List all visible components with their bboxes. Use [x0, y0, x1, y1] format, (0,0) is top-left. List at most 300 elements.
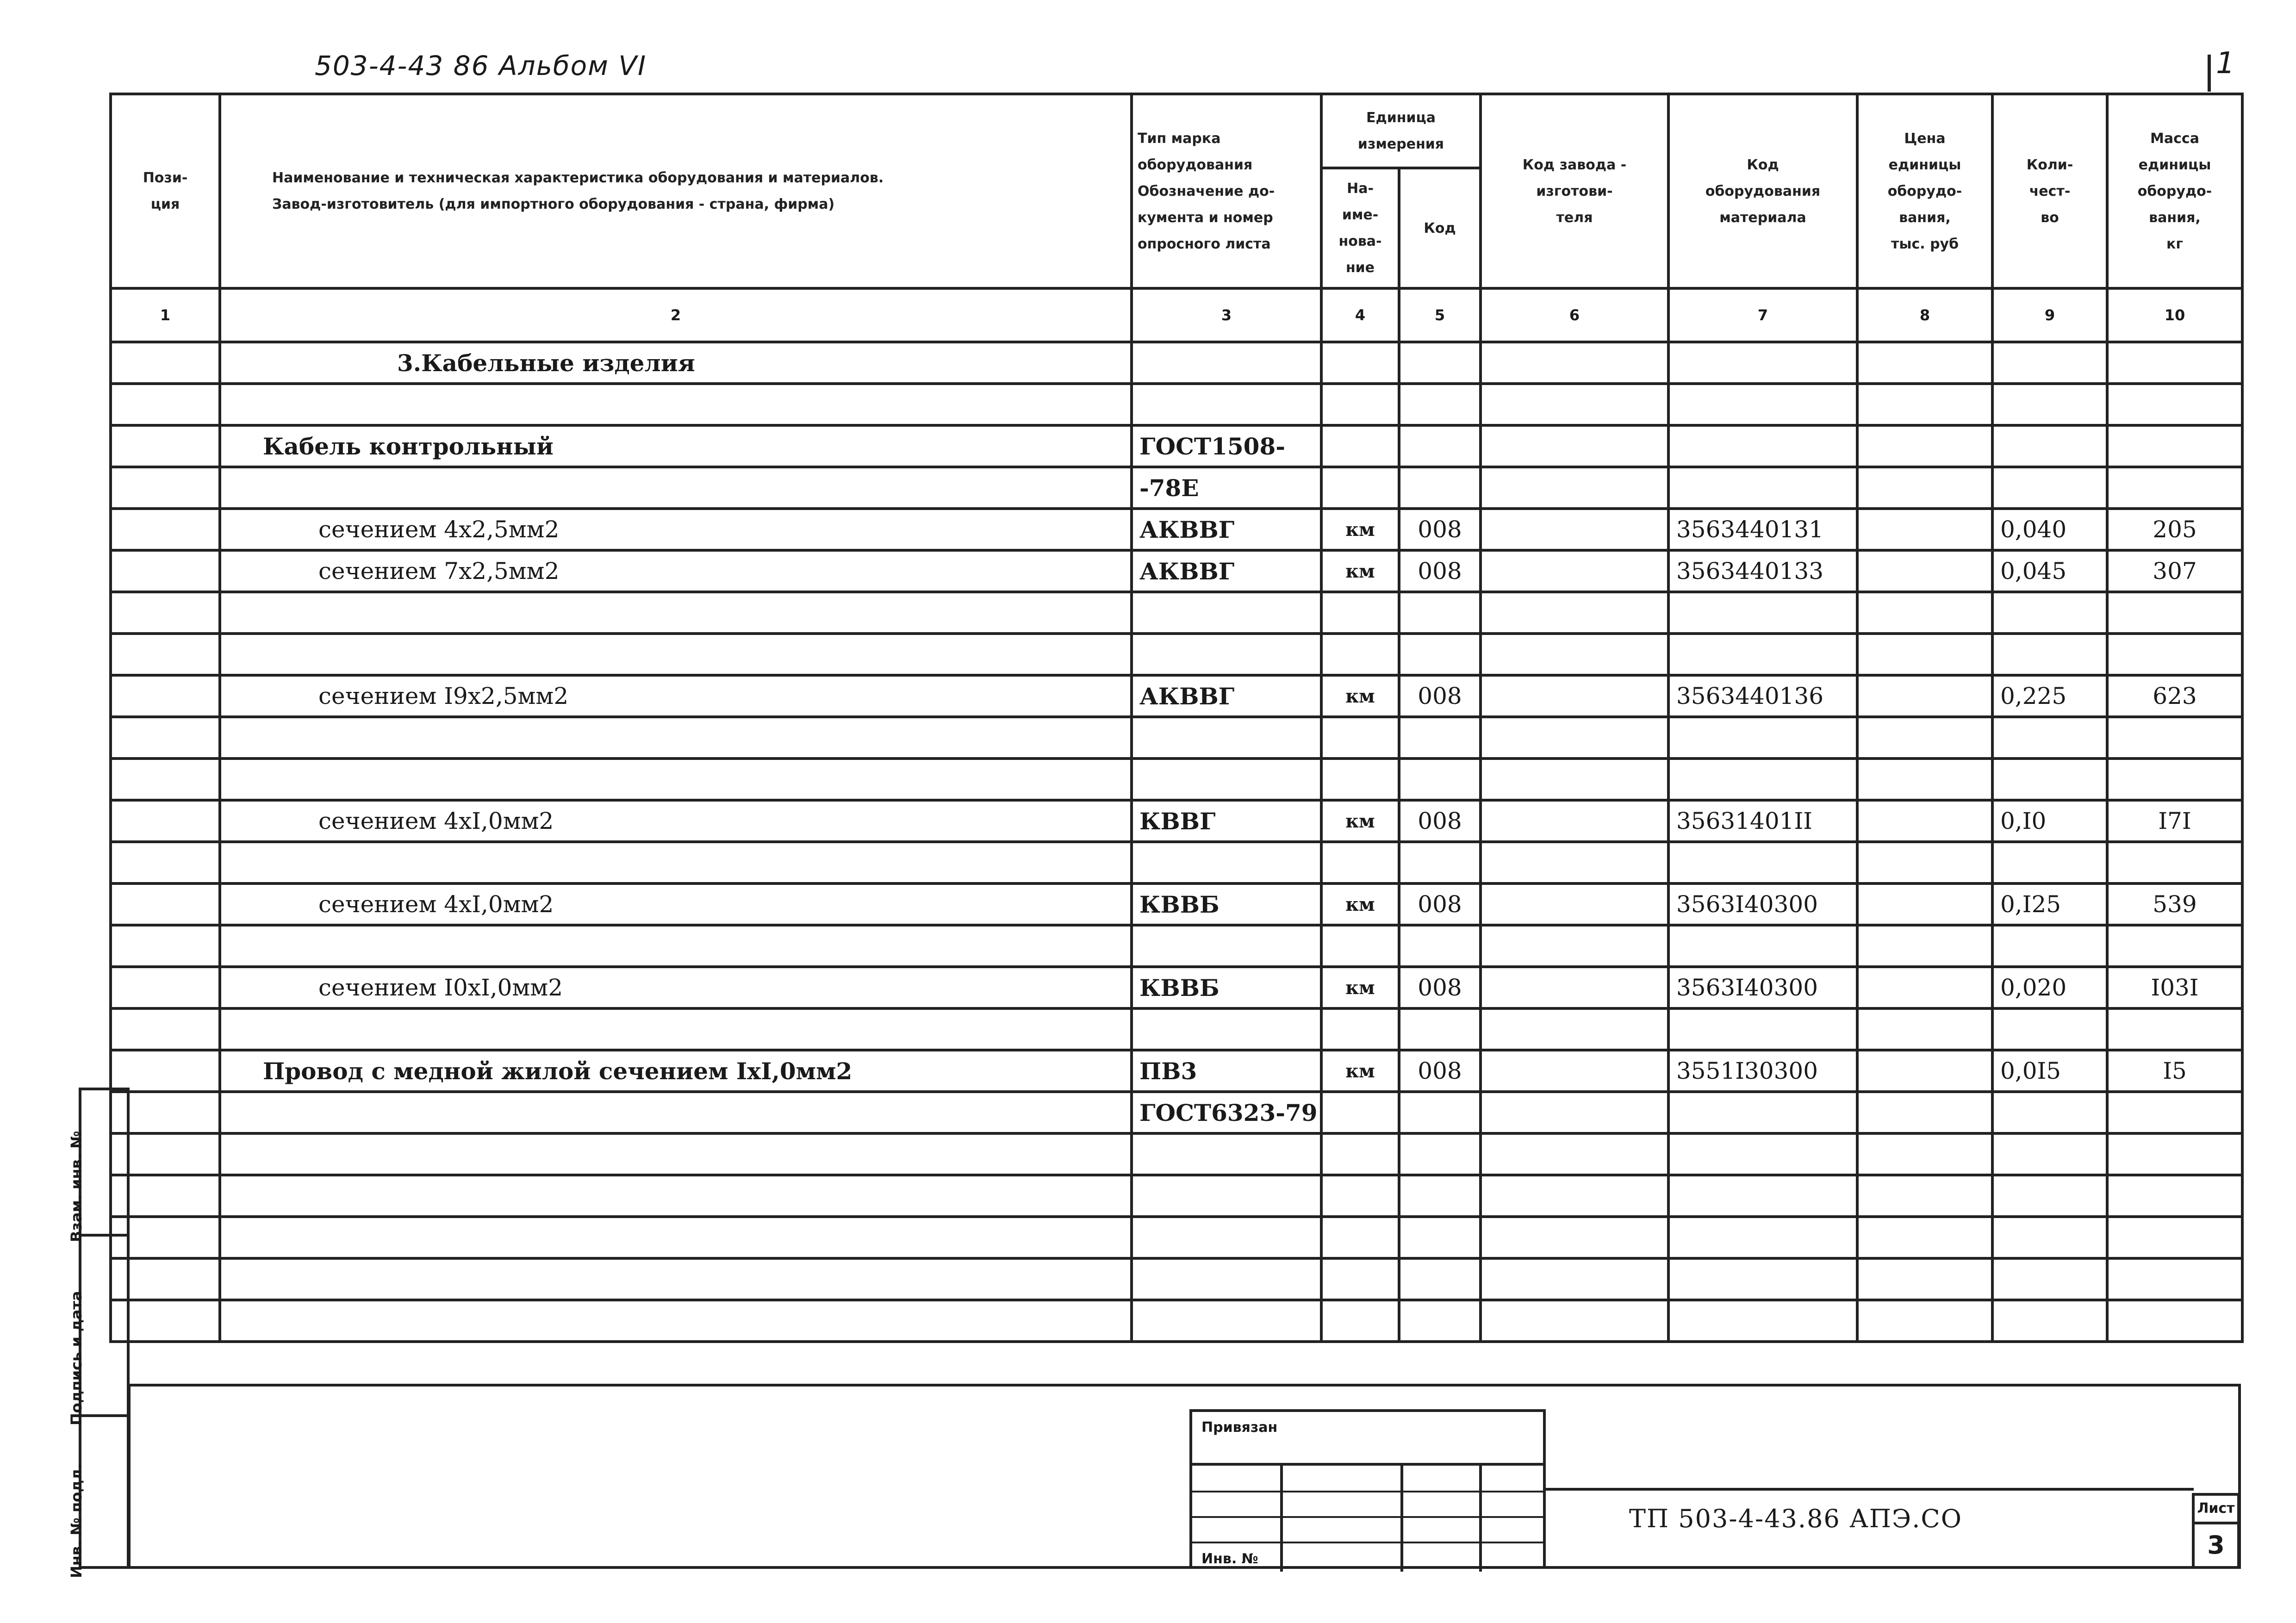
cell-mass: 307	[2107, 550, 2242, 592]
cell-matcode	[1668, 634, 1857, 675]
cell-factory	[1481, 550, 1668, 592]
cell-type: АКВВГ	[1132, 509, 1321, 550]
cell-ucode	[1399, 342, 1481, 384]
cell-name: Провод с медной жилой сечением IхI,0мм2	[220, 1050, 1132, 1092]
cell-price	[1857, 1092, 1992, 1133]
cell-ucode: 008	[1399, 1050, 1481, 1092]
cell-ucode	[1399, 1092, 1481, 1133]
table-row	[111, 717, 2242, 759]
cell-mass	[2107, 342, 2242, 384]
cell-unit: км	[1321, 550, 1399, 592]
cell-name	[220, 842, 1132, 883]
cell-name	[220, 759, 1132, 800]
corner-mark: 1	[2216, 46, 2235, 81]
cell-pos	[111, 800, 220, 842]
table-row	[111, 1050, 2242, 1092]
cell-qty	[1992, 1175, 2107, 1217]
cell-ucode	[1399, 1008, 1481, 1050]
table-row	[111, 1175, 2242, 1217]
col-header-unit-name: На- име- нова- ние	[1321, 168, 1399, 288]
cell-pos	[111, 592, 220, 634]
cell-pos	[111, 842, 220, 883]
cell-price	[1857, 1217, 1992, 1258]
cell-factory	[1481, 342, 1668, 384]
cell-name: сечением 4хI,0мм2	[220, 800, 1132, 842]
col-num: 10	[2107, 288, 2242, 342]
table-row	[111, 759, 2242, 800]
cell-price	[1857, 634, 1992, 675]
cell-type	[1132, 1175, 1321, 1217]
sheet-label: Лист	[2195, 1496, 2237, 1524]
side-label-sign-date: Подпись и дата	[68, 1291, 85, 1425]
cell-price	[1857, 883, 1992, 925]
cell-matcode: 3563440136	[1668, 675, 1857, 717]
cell-price	[1857, 842, 1992, 883]
cell-mass: 623	[2107, 675, 2242, 717]
cell-matcode: 3551I30300	[1668, 1050, 1857, 1092]
cell-type: ГОСТ6323-79	[1132, 1092, 1321, 1133]
cell-unit	[1321, 759, 1399, 800]
cell-mass	[2107, 759, 2242, 800]
cell-type: АКВВГ	[1132, 550, 1321, 592]
cell-unit	[1321, 1092, 1399, 1133]
cell-mass	[2107, 1258, 2242, 1300]
cell-matcode	[1668, 425, 1857, 467]
cell-pos	[111, 550, 220, 592]
cell-mass: I7I	[2107, 800, 2242, 842]
cell-price	[1857, 425, 1992, 467]
cell-matcode: 35631401II	[1668, 800, 1857, 842]
cell-factory	[1481, 800, 1668, 842]
cell-unit	[1321, 467, 1399, 509]
cell-pos	[111, 759, 220, 800]
cell-name	[220, 925, 1132, 967]
cell-pos	[111, 717, 220, 759]
cell-unit	[1321, 925, 1399, 967]
side-cell-inv-orig	[68, 1414, 127, 1578]
cell-qty: 0,040	[1992, 509, 2107, 550]
col-header-name: Наименование и техническая характеристика оборудования и материалов. Завод-изготовитель (для импортного оборудования - страна, фирма)	[220, 94, 1132, 288]
table-row	[111, 467, 2242, 509]
cell-type	[1132, 1133, 1321, 1175]
cell-name	[220, 1300, 1132, 1342]
cell-pos	[111, 634, 220, 675]
cell-price	[1857, 1133, 1992, 1175]
table-row	[111, 342, 2242, 384]
cell-qty	[1992, 467, 2107, 509]
cell-type: ПВ3	[1132, 1050, 1321, 1092]
cell-matcode	[1668, 1133, 1857, 1175]
cell-ucode	[1399, 467, 1481, 509]
cell-matcode	[1668, 1175, 1857, 1217]
cell-ucode	[1399, 1133, 1481, 1175]
cell-matcode	[1668, 467, 1857, 509]
cell-factory	[1481, 925, 1668, 967]
cell-factory	[1481, 1092, 1668, 1133]
specification-table	[109, 93, 2244, 1343]
cell-qty: 0,045	[1992, 550, 2107, 592]
cell-matcode	[1668, 342, 1857, 384]
cell-pos	[111, 925, 220, 967]
cell-mass	[2107, 1217, 2242, 1258]
cell-mass	[2107, 634, 2242, 675]
col-num: 7	[1668, 288, 1857, 342]
cell-price	[1857, 1008, 1992, 1050]
cell-mass	[2107, 717, 2242, 759]
cell-matcode	[1668, 1092, 1857, 1133]
cell-ucode	[1399, 842, 1481, 883]
cell-pos	[111, 467, 220, 509]
cell-factory	[1481, 1258, 1668, 1300]
cell-ucode	[1399, 759, 1481, 800]
approval-block	[1189, 1409, 1546, 1569]
cell-qty	[1992, 1008, 2107, 1050]
cell-qty: 0,225	[1992, 675, 2107, 717]
cell-type: КВВБ	[1132, 967, 1321, 1008]
cell-ucode	[1399, 425, 1481, 467]
cell-mass: I5	[2107, 1050, 2242, 1092]
approved-label: Привязан	[1201, 1419, 1278, 1436]
side-cell-replace-inv	[68, 1090, 127, 1242]
cell-factory	[1481, 592, 1668, 634]
cell-pos	[111, 967, 220, 1008]
cell-price	[1857, 550, 1992, 592]
cell-ucode	[1399, 1217, 1481, 1258]
cell-type	[1132, 842, 1321, 883]
side-stamp	[68, 1088, 130, 1578]
col-header-type: Тип марка оборудования Обозначение до- кумента и номер опросного листа	[1132, 94, 1321, 288]
col-num: 5	[1399, 288, 1481, 342]
cell-name	[220, 1217, 1132, 1258]
cell-factory	[1481, 509, 1668, 550]
col-header-price: Цена единицы оборудо- вания, тыс. руб	[1857, 94, 1992, 288]
table-row	[111, 925, 2242, 967]
col-num: 8	[1857, 288, 1992, 342]
cell-unit: км	[1321, 509, 1399, 550]
col-header-position: Пози- ция	[111, 94, 220, 288]
cell-qty	[1992, 717, 2107, 759]
cell-mass	[2107, 1300, 2242, 1342]
cell-unit: км	[1321, 800, 1399, 842]
cell-type: КВВБ	[1132, 883, 1321, 925]
side-label-inv-orig: Инв. № подл.	[68, 1463, 85, 1578]
cell-matcode: 3563440131	[1668, 509, 1857, 550]
cell-factory	[1481, 425, 1668, 467]
cell-price	[1857, 1258, 1992, 1300]
cell-name	[220, 634, 1132, 675]
cell-unit: км	[1321, 675, 1399, 717]
cell-unit	[1321, 1133, 1399, 1175]
cell-qty	[1992, 1217, 2107, 1258]
col-num: 2	[220, 288, 1132, 342]
cell-qty	[1992, 1300, 2107, 1342]
table-row	[111, 634, 2242, 675]
cell-name: Кабель контрольный	[220, 425, 1132, 467]
cell-factory	[1481, 1008, 1668, 1050]
cell-unit: км	[1321, 967, 1399, 1008]
cell-unit	[1321, 1258, 1399, 1300]
cell-unit	[1321, 384, 1399, 425]
cell-name	[220, 467, 1132, 509]
cell-mass	[2107, 425, 2242, 467]
side-cell-sign-date	[68, 1234, 127, 1425]
cell-ucode: 008	[1399, 883, 1481, 925]
cell-matcode	[1668, 592, 1857, 634]
cell-unit	[1321, 634, 1399, 675]
col-header-unit-code: Код	[1399, 168, 1481, 288]
cell-qty: 0,I0	[1992, 800, 2107, 842]
cell-qty: 0,0I5	[1992, 1050, 2107, 1092]
cell-matcode	[1668, 1008, 1857, 1050]
cell-matcode	[1668, 925, 1857, 967]
col-header-factory-code: Код завода - изготови- теля	[1481, 94, 1668, 288]
table-row	[111, 675, 2242, 717]
cell-matcode	[1668, 1300, 1857, 1342]
cell-qty	[1992, 925, 2107, 967]
cell-qty	[1992, 425, 2107, 467]
cell-factory	[1481, 1133, 1668, 1175]
cell-type: АКВВГ	[1132, 675, 1321, 717]
cell-type: -78Е	[1132, 467, 1321, 509]
cell-pos	[111, 384, 220, 425]
cell-unit	[1321, 592, 1399, 634]
cell-matcode	[1668, 384, 1857, 425]
cell-type	[1132, 384, 1321, 425]
cell-matcode: 3563440133	[1668, 550, 1857, 592]
cell-factory	[1481, 634, 1668, 675]
cell-qty	[1992, 342, 2107, 384]
table-row	[111, 1133, 2242, 1175]
cell-factory	[1481, 1050, 1668, 1092]
cell-pos	[111, 675, 220, 717]
cell-price	[1857, 509, 1992, 550]
cell-factory	[1481, 675, 1668, 717]
title-block-divider	[1546, 1488, 2194, 1491]
col-num: 9	[1992, 288, 2107, 342]
cell-qty	[1992, 842, 2107, 883]
cell-factory	[1481, 883, 1668, 925]
table-row	[111, 842, 2242, 883]
cell-qty	[1992, 592, 2107, 634]
cell-type	[1132, 342, 1321, 384]
cell-name	[220, 1258, 1132, 1300]
cell-unit: км	[1321, 1050, 1399, 1092]
cell-price	[1857, 384, 1992, 425]
cell-ucode	[1399, 1300, 1481, 1342]
col-header-unit-group: Единица измерения	[1321, 94, 1481, 168]
cell-pos	[111, 425, 220, 467]
cell-matcode	[1668, 759, 1857, 800]
cell-mass: 539	[2107, 883, 2242, 925]
cell-ucode	[1399, 1258, 1481, 1300]
cell-type	[1132, 925, 1321, 967]
cell-mass	[2107, 1175, 2242, 1217]
table-row	[111, 967, 2242, 1008]
cell-qty	[1992, 1133, 2107, 1175]
cell-mass	[2107, 1133, 2242, 1175]
cell-matcode: 3563I40300	[1668, 883, 1857, 925]
cell-factory	[1481, 467, 1668, 509]
table-row	[111, 1258, 2242, 1300]
cell-factory	[1481, 1217, 1668, 1258]
cell-price	[1857, 967, 1992, 1008]
table-row	[111, 550, 2242, 592]
col-header-material-code: Код оборудования материала	[1668, 94, 1857, 288]
cell-type	[1132, 1217, 1321, 1258]
cell-factory	[1481, 759, 1668, 800]
cell-name	[220, 1175, 1132, 1217]
cell-price	[1857, 1175, 1992, 1217]
title-block-frame	[128, 1384, 2241, 1569]
cell-unit	[1321, 717, 1399, 759]
cell-ucode: 008	[1399, 550, 1481, 592]
cell-price	[1857, 467, 1992, 509]
cell-name: сечением I9х2,5мм2	[220, 675, 1132, 717]
cell-unit: км	[1321, 883, 1399, 925]
cell-pos	[111, 342, 220, 384]
cell-mass	[2107, 842, 2242, 883]
cell-mass: I03I	[2107, 967, 2242, 1008]
cell-factory	[1481, 1300, 1668, 1342]
cell-qty: 0,I25	[1992, 883, 2107, 925]
table-row	[111, 1008, 2242, 1050]
table-row	[111, 384, 2242, 425]
cell-pos	[111, 1050, 220, 1092]
cell-qty	[1992, 1258, 2107, 1300]
cell-ucode	[1399, 1175, 1481, 1217]
cell-type	[1132, 592, 1321, 634]
cell-pos	[111, 509, 220, 550]
table-row	[111, 883, 2242, 925]
cell-name: сечением 4хI,0мм2	[220, 883, 1132, 925]
table-row	[111, 800, 2242, 842]
cell-type	[1132, 1258, 1321, 1300]
cell-mass: 205	[2107, 509, 2242, 550]
cell-name	[220, 1133, 1132, 1175]
cell-name	[220, 1008, 1132, 1050]
cell-mass	[2107, 925, 2242, 967]
cell-price	[1857, 717, 1992, 759]
cell-type	[1132, 634, 1321, 675]
cell-ucode	[1399, 925, 1481, 967]
cell-price	[1857, 925, 1992, 967]
cell-price	[1857, 592, 1992, 634]
inventory-number-label: Инв. №	[1201, 1551, 1258, 1567]
sheet-box	[2192, 1493, 2240, 1569]
cell-name: сечением I0хI,0мм2	[220, 967, 1132, 1008]
cell-name	[220, 717, 1132, 759]
table-row	[111, 1217, 2242, 1258]
cell-qty: 0,020	[1992, 967, 2107, 1008]
cell-name: сечением 4х2,5мм2	[220, 509, 1132, 550]
side-label-replace-inv: Взам. инв. №	[68, 1131, 85, 1242]
table-row	[111, 592, 2242, 634]
cell-ucode: 008	[1399, 800, 1481, 842]
column-number-row	[111, 288, 2242, 342]
cell-pos	[111, 1008, 220, 1050]
cell-factory	[1481, 717, 1668, 759]
cell-type	[1132, 1008, 1321, 1050]
cell-mass	[2107, 384, 2242, 425]
cell-pos	[111, 883, 220, 925]
table-row	[111, 509, 2242, 550]
cell-price	[1857, 1300, 1992, 1342]
table-row	[111, 425, 2242, 467]
cell-unit	[1321, 842, 1399, 883]
cell-ucode	[1399, 592, 1481, 634]
col-header-quantity: Коли- чест- во	[1992, 94, 2107, 288]
col-num: 6	[1481, 288, 1668, 342]
cell-factory	[1481, 842, 1668, 883]
table-row	[111, 1300, 2242, 1342]
cell-qty	[1992, 759, 2107, 800]
cell-ucode	[1399, 717, 1481, 759]
album-reference: 503-4-43 86 Альбом VI	[315, 50, 647, 81]
cell-price	[1857, 1050, 1992, 1092]
cell-unit	[1321, 1008, 1399, 1050]
cell-name: сечением 7х2,5мм2	[220, 550, 1132, 592]
col-header-mass: Масса единицы оборудо- вания, кг	[2107, 94, 2242, 288]
cell-name: 3.Кабельные изделия	[220, 342, 1132, 384]
document-code: ТП 503-4-43.86 АПЭ.СО	[1629, 1504, 1963, 1533]
cell-mass	[2107, 592, 2242, 634]
col-num: 4	[1321, 288, 1399, 342]
cell-price	[1857, 342, 1992, 384]
cell-matcode	[1668, 842, 1857, 883]
cell-ucode: 008	[1399, 675, 1481, 717]
cell-type	[1132, 759, 1321, 800]
cell-type	[1132, 717, 1321, 759]
cell-name	[220, 1092, 1132, 1133]
cell-name	[220, 592, 1132, 634]
cell-ucode: 008	[1399, 509, 1481, 550]
cell-ucode: 008	[1399, 967, 1481, 1008]
cell-unit	[1321, 1217, 1399, 1258]
cell-mass	[2107, 467, 2242, 509]
cell-matcode	[1668, 1258, 1857, 1300]
cell-qty	[1992, 1092, 2107, 1133]
cell-unit	[1321, 342, 1399, 384]
cell-matcode	[1668, 1217, 1857, 1258]
cell-price	[1857, 759, 1992, 800]
sheet-number: 3	[2207, 1530, 2225, 1560]
cell-unit	[1321, 1300, 1399, 1342]
cell-factory	[1481, 384, 1668, 425]
cell-ucode	[1399, 384, 1481, 425]
cell-mass	[2107, 1092, 2242, 1133]
cell-type: КВВГ	[1132, 800, 1321, 842]
cell-factory	[1481, 967, 1668, 1008]
cell-mass	[2107, 1008, 2242, 1050]
cell-unit	[1321, 1175, 1399, 1217]
cell-ucode	[1399, 634, 1481, 675]
cell-name	[220, 384, 1132, 425]
cell-qty	[1992, 634, 2107, 675]
cell-price	[1857, 675, 1992, 717]
cell-factory	[1481, 1175, 1668, 1217]
table-row	[111, 1092, 2242, 1133]
col-num: 1	[111, 288, 220, 342]
cell-price	[1857, 800, 1992, 842]
cell-type: ГОСТ1508-	[1132, 425, 1321, 467]
cell-type	[1132, 1300, 1321, 1342]
cell-qty	[1992, 384, 2107, 425]
cell-matcode: 3563I40300	[1668, 967, 1857, 1008]
corner-divider	[2208, 55, 2211, 92]
cell-unit	[1321, 425, 1399, 467]
col-num: 3	[1132, 288, 1321, 342]
cell-matcode	[1668, 717, 1857, 759]
